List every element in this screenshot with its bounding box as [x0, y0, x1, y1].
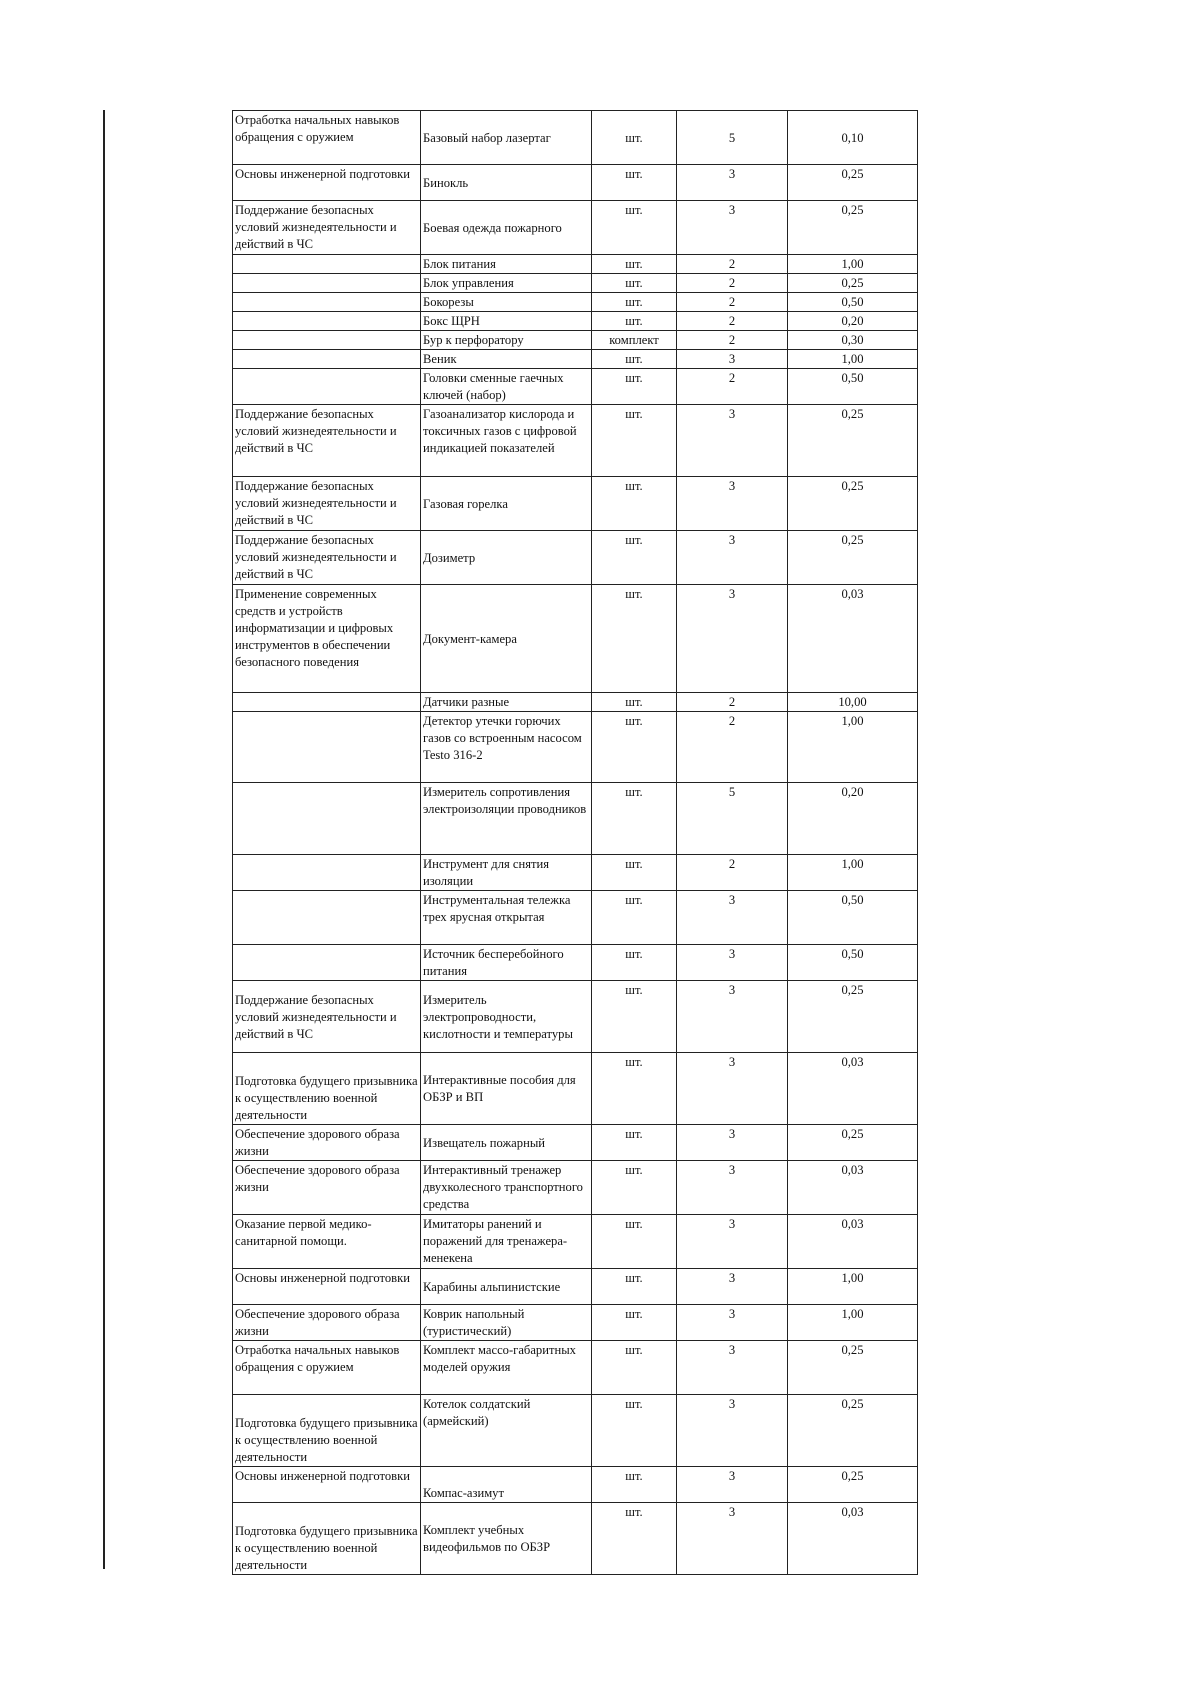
unit-cell: шт.: [592, 350, 677, 369]
topic-cell: [233, 293, 421, 312]
unit-cell: шт.: [592, 1215, 677, 1269]
topic-cell: [233, 693, 421, 712]
table-row: [233, 274, 918, 293]
qty-cell: 3: [677, 945, 788, 981]
value-cell: 0,25: [788, 531, 918, 585]
value-cell: 0,50: [788, 891, 918, 945]
qty-cell: 3: [677, 1125, 788, 1161]
item-cell: Датчики разные: [421, 693, 592, 712]
qty-cell: 3: [677, 891, 788, 945]
unit-cell: шт.: [592, 1269, 677, 1305]
table-row: [233, 981, 918, 1053]
value-cell: 0,20: [788, 312, 918, 331]
value-cell: 0,03: [788, 1503, 918, 1575]
item-cell: Веник: [421, 350, 592, 369]
topic-cell: Поддержание безопасных условий жизнедеятельности и действий в ЧС: [233, 201, 421, 255]
qty-cell: 3: [677, 1395, 788, 1467]
item-cell: Блок управления: [421, 274, 592, 293]
value-cell: 0,25: [788, 1341, 918, 1395]
topic-cell: [233, 783, 421, 855]
unit-cell: шт.: [592, 585, 677, 693]
qty-cell: 5: [677, 111, 788, 165]
qty-cell: 3: [677, 1053, 788, 1125]
item-cell: Детектор утечки горючих газов со встроенным насосом Testo 316-2: [421, 712, 592, 783]
value-cell: 0,03: [788, 1161, 918, 1215]
table-row: [233, 312, 918, 331]
value-cell: 10,00: [788, 693, 918, 712]
value-cell: 0,50: [788, 945, 918, 981]
topic-cell: Подготовка будущего призывника к осуществлению военной деятельности: [233, 1503, 421, 1575]
qty-cell: 2: [677, 855, 788, 891]
topic-cell: Основы инженерной подготовки: [233, 165, 421, 201]
qty-cell: 3: [677, 531, 788, 585]
table-row: [233, 1341, 918, 1395]
topic-cell: Поддержание безопасных условий жизнедеятельности и действий в ЧС: [233, 531, 421, 585]
unit-cell: шт.: [592, 1467, 677, 1503]
topic-cell: [233, 855, 421, 891]
value-cell: 0,25: [788, 1125, 918, 1161]
value-cell: 0,03: [788, 1215, 918, 1269]
topic-cell: [233, 312, 421, 331]
topic-cell: Оказание первой медико-санитарной помощи.: [233, 1215, 421, 1269]
qty-cell: 2: [677, 312, 788, 331]
value-cell: 0,25: [788, 405, 918, 477]
unit-cell: шт.: [592, 891, 677, 945]
item-cell: Бокорезы: [421, 293, 592, 312]
table-row: [233, 855, 918, 891]
topic-cell: [233, 350, 421, 369]
qty-cell: 2: [677, 693, 788, 712]
topic-cell: Применение современных средств и устройств информатизации и цифровых инструментов в обеспечении безопасного поведения: [233, 585, 421, 693]
value-cell: 0,25: [788, 1395, 918, 1467]
table-row: [233, 1161, 918, 1215]
unit-cell: шт.: [592, 369, 677, 405]
topic-cell: Подготовка будущего призывника к осуществлению военной деятельности: [233, 1053, 421, 1125]
topic-cell: [233, 369, 421, 405]
value-cell: 0,03: [788, 585, 918, 693]
margin-line: [103, 110, 105, 1569]
table-row: [233, 1125, 918, 1161]
qty-cell: 3: [677, 1341, 788, 1395]
table-row: [233, 369, 918, 405]
topic-cell: [233, 331, 421, 350]
table-row: [233, 1305, 918, 1341]
item-cell: Базовый набор лазертаг: [421, 111, 592, 165]
item-cell: Измеритель сопротивления электроизоляции проводников: [421, 783, 592, 855]
item-cell: Комплект учебных видеофильмов по ОБЗР: [421, 1503, 592, 1575]
table-row: [233, 477, 918, 531]
topic-cell: Обеспечение здорового образа жизни: [233, 1161, 421, 1215]
value-cell: 0,20: [788, 783, 918, 855]
topic-cell: Основы инженерной подготовки: [233, 1467, 421, 1503]
topic-cell: Подготовка будущего призывника к осуществлению военной деятельности: [233, 1395, 421, 1467]
value-cell: 1,00: [788, 1305, 918, 1341]
table-row: [233, 585, 918, 693]
item-cell: Дозиметр: [421, 531, 592, 585]
unit-cell: шт.: [592, 945, 677, 981]
value-cell: 0,25: [788, 477, 918, 531]
table-row: [233, 201, 918, 255]
table-row: [233, 165, 918, 201]
value-cell: 0,25: [788, 981, 918, 1053]
value-cell: 0,30: [788, 331, 918, 350]
topic-cell: [233, 255, 421, 274]
qty-cell: 3: [677, 1467, 788, 1503]
table-row: [233, 405, 918, 477]
table-row: [233, 255, 918, 274]
topic-cell: Основы инженерной подготовки: [233, 1269, 421, 1305]
value-cell: 0,25: [788, 201, 918, 255]
table-row: [233, 293, 918, 312]
unit-cell: шт.: [592, 111, 677, 165]
table-row: [233, 1395, 918, 1467]
topic-cell: [233, 891, 421, 945]
item-cell: Интерактивные пособия для ОБЗР и ВП: [421, 1053, 592, 1125]
qty-cell: 3: [677, 585, 788, 693]
table-row: [233, 1053, 918, 1125]
qty-cell: 3: [677, 405, 788, 477]
unit-cell: шт.: [592, 1341, 677, 1395]
qty-cell: 3: [677, 1503, 788, 1575]
qty-cell: 3: [677, 1269, 788, 1305]
item-cell: Извещатель пожарный: [421, 1125, 592, 1161]
unit-cell: шт.: [592, 405, 677, 477]
unit-cell: шт.: [592, 293, 677, 312]
unit-cell: шт.: [592, 201, 677, 255]
table-row: [233, 693, 918, 712]
topic-cell: Отработка начальных навыков обращения с оружием: [233, 1341, 421, 1395]
topic-cell: Поддержание безопасных условий жизнедеятельности и действий в ЧС: [233, 981, 421, 1053]
unit-cell: шт.: [592, 783, 677, 855]
unit-cell: шт.: [592, 1395, 677, 1467]
value-cell: 1,00: [788, 350, 918, 369]
value-cell: 0,10: [788, 111, 918, 165]
item-cell: Комплект массо-габаритных моделей оружия: [421, 1341, 592, 1395]
unit-cell: шт.: [592, 255, 677, 274]
item-cell: Источник бесперебойного питания: [421, 945, 592, 981]
item-cell: Компас-азимут: [421, 1467, 592, 1503]
unit-cell: шт.: [592, 981, 677, 1053]
item-cell: Документ-камера: [421, 585, 592, 693]
qty-cell: 3: [677, 981, 788, 1053]
item-cell: Имитаторы ранений и поражений для тренажера-менекена: [421, 1215, 592, 1269]
item-cell: Интерактивный тренажер двухколесного транспортного средства: [421, 1161, 592, 1215]
unit-cell: шт.: [592, 1161, 677, 1215]
item-cell: Головки сменные гаечных ключей (набор): [421, 369, 592, 405]
table-row: [233, 111, 918, 165]
item-cell: Бинокль: [421, 165, 592, 201]
item-cell: Инструмент для снятия изоляции: [421, 855, 592, 891]
topic-cell: Обеспечение здорового образа жизни: [233, 1125, 421, 1161]
value-cell: 0,50: [788, 369, 918, 405]
qty-cell: 5: [677, 783, 788, 855]
value-cell: 0,03: [788, 1053, 918, 1125]
unit-cell: комплект: [592, 331, 677, 350]
qty-cell: 3: [677, 201, 788, 255]
equipment-table: [232, 110, 918, 1575]
table-row: [233, 531, 918, 585]
unit-cell: шт.: [592, 855, 677, 891]
qty-cell: 2: [677, 331, 788, 350]
item-cell: Бокс ЩРН: [421, 312, 592, 331]
value-cell: 1,00: [788, 255, 918, 274]
topic-cell: Поддержание безопасных условий жизнедеятельности и действий в ЧС: [233, 477, 421, 531]
qty-cell: 2: [677, 369, 788, 405]
unit-cell: шт.: [592, 1053, 677, 1125]
qty-cell: 2: [677, 712, 788, 783]
qty-cell: 3: [677, 1161, 788, 1215]
unit-cell: шт.: [592, 693, 677, 712]
unit-cell: шт.: [592, 531, 677, 585]
value-cell: 1,00: [788, 1269, 918, 1305]
qty-cell: 2: [677, 274, 788, 293]
value-cell: 0,50: [788, 293, 918, 312]
topic-cell: [233, 712, 421, 783]
topic-cell: [233, 945, 421, 981]
table-row: [233, 1215, 918, 1269]
item-cell: Газоанализатор кислорода и токсичных газов с цифровой индикацией показателей: [421, 405, 592, 477]
unit-cell: шт.: [592, 1503, 677, 1575]
unit-cell: шт.: [592, 274, 677, 293]
topic-cell: Обеспечение здорового образа жизни: [233, 1305, 421, 1341]
table-row: [233, 945, 918, 981]
item-cell: Газовая горелка: [421, 477, 592, 531]
unit-cell: шт.: [592, 1305, 677, 1341]
table-row: [233, 783, 918, 855]
qty-cell: 3: [677, 1215, 788, 1269]
unit-cell: шт.: [592, 477, 677, 531]
table-row: [233, 1269, 918, 1305]
value-cell: 0,25: [788, 1467, 918, 1503]
unit-cell: шт.: [592, 1125, 677, 1161]
table-row: [233, 891, 918, 945]
item-cell: Блок питания: [421, 255, 592, 274]
qty-cell: 2: [677, 293, 788, 312]
topic-cell: Поддержание безопасных условий жизнедеятельности и действий в ЧС: [233, 405, 421, 477]
item-cell: Бур к перфоратору: [421, 331, 592, 350]
item-cell: Котелок солдатский (армейский): [421, 1395, 592, 1467]
item-cell: Инструментальная тележка трех ярусная открытая: [421, 891, 592, 945]
qty-cell: 3: [677, 1305, 788, 1341]
value-cell: 0,25: [788, 165, 918, 201]
table-row: [233, 1467, 918, 1503]
qty-cell: 2: [677, 255, 788, 274]
value-cell: 0,25: [788, 274, 918, 293]
table-row: [233, 350, 918, 369]
item-cell: Коврик напольный (туристический): [421, 1305, 592, 1341]
qty-cell: 3: [677, 350, 788, 369]
topic-cell: Отработка начальных навыков обращения с оружием: [233, 111, 421, 165]
table-row: [233, 1503, 918, 1575]
unit-cell: шт.: [592, 165, 677, 201]
value-cell: 1,00: [788, 712, 918, 783]
unit-cell: шт.: [592, 312, 677, 331]
unit-cell: шт.: [592, 712, 677, 783]
qty-cell: 3: [677, 165, 788, 201]
item-cell: Измеритель электропроводности, кислотности и температуры: [421, 981, 592, 1053]
item-cell: Карабины альпинистские: [421, 1269, 592, 1305]
topic-cell: [233, 274, 421, 293]
table-row: [233, 331, 918, 350]
item-cell: Боевая одежда пожарного: [421, 201, 592, 255]
table-row: [233, 712, 918, 783]
qty-cell: 3: [677, 477, 788, 531]
value-cell: 1,00: [788, 855, 918, 891]
